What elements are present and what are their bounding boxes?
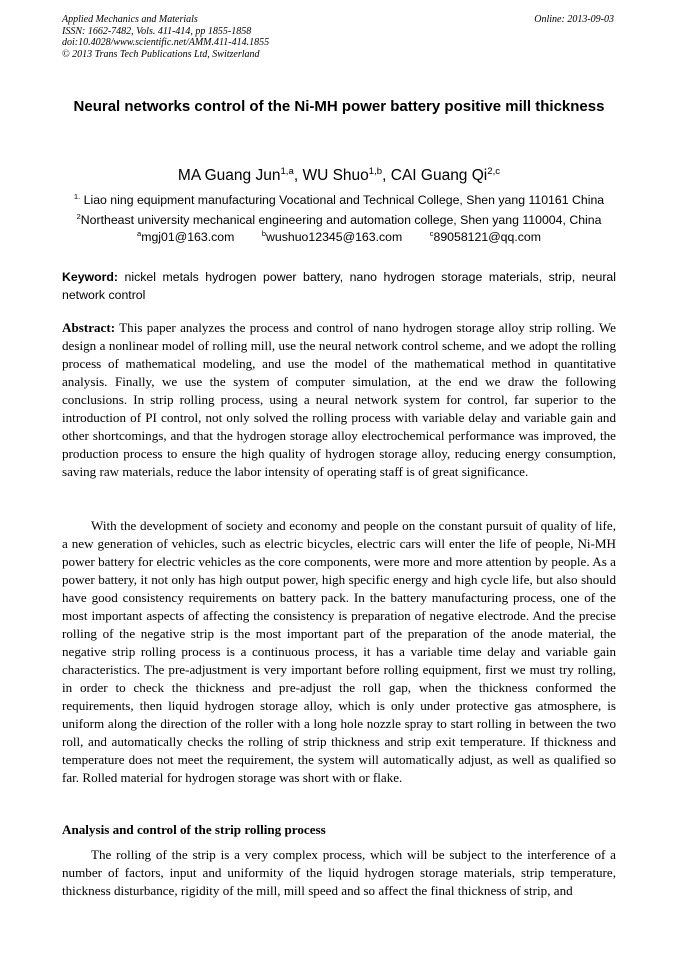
author-separator: , xyxy=(382,167,391,184)
author-name: CAI Guang Qi xyxy=(390,167,488,184)
section-heading: Analysis and control of the strip rolling process xyxy=(62,822,326,837)
author-affiliation-mark: 1,b xyxy=(368,165,383,177)
email-address: wushuo12345@163.com xyxy=(266,230,403,244)
email-mark: c xyxy=(429,228,434,238)
journal-name: Applied Mechanics and Materials xyxy=(62,14,198,25)
email-mark: a xyxy=(136,228,142,238)
abstract-label: Abstract: xyxy=(62,320,116,335)
author-list xyxy=(62,167,616,185)
affiliation-2 xyxy=(62,213,616,227)
email-mark: b xyxy=(261,228,267,238)
author-name: WU Shuo xyxy=(302,167,369,184)
author-name: MA Guang Jun xyxy=(177,167,281,184)
keywords xyxy=(62,268,616,304)
affiliation-mark: 2 xyxy=(76,211,81,221)
affiliation-text: Northeast university mechanical engineering and automation college, Shen yang 110004, China xyxy=(80,213,602,227)
email-b xyxy=(262,230,402,244)
keyword-text: nickel metals hydrogen power battery, nano hydrogen storage materials, strip, neural network control xyxy=(62,270,616,302)
email-address: mgj01@163.com xyxy=(141,230,235,244)
abstract xyxy=(62,319,616,481)
abstract-text: This paper analyzes the process and control of nano hydrogen storage alloy strip rolling. We design a nonlinear model of rolling mill, use the neural network control scheme, and we adopt the rolling process of mathematical modeling, and use the model of the mathematical method in quantitative analysis. Finally, we use the system of computer simulation, at the end we draw the following conclusions. In strip rolling process, using a neural network system for control, far superior to the introduction of PI control, not only solved the rolling process with variable delay and variable gain and other shortcomings, and that the hydrogen storage alloy electrochemical performance was improved, the production process to ensure the high quality of hydrogen storage alloy, reducing energy consumption, saving raw materials, reduce the labor intensity of operating staff is of great significance. xyxy=(62,320,616,479)
author-separator: , xyxy=(293,167,303,184)
author-affiliation-mark: 2,c xyxy=(487,165,501,177)
doi-line: doi:10.4028/www.scientific.net/AMM.411-414.1855 xyxy=(62,37,270,48)
journal-header xyxy=(62,14,614,60)
affiliation-1 xyxy=(62,193,616,207)
email-list xyxy=(62,230,616,244)
email-a xyxy=(137,230,234,244)
author-affiliation-mark: 1,a xyxy=(280,165,294,177)
intro-paragraph: With the development of society and economy and people on the constant pursuit of quality of life, a new generation of vehicles, such as electric bicycles, electric cars will enter the life of people, Ni-MH power battery for electric vehicles as the core components, were more and more attention by people. As a power battery, it not only has high output power, high specific energy and high cycle life, but also should have good consistency requirements on battery pack. In the battery manufacturing process, one of the most important aspects of affecting the consistency is preparation of negative electrode. And the precise rolling of the negative strip is the most important part of the preparation of the anode material, the negative strip rolling process is a continuous process, it has a variable time delay and variable gain characteristics. The pre-adjustment is very important before rolling equipment, first we must try rolling, in order to check the thickness and pre-adjust the roll gap, when the thickness conformed the requirements, then liquid hydrogen storage alloy, which is only under protective gas atmosphere, is uniform along the direction of the roller with a long hole nozzle spray to start rolling in between the two roll, and automatically checks the rolling of strip thickness and strip exit temperature. If thickness and temperature does not meet the requirement, the system will automatically adjust, as well as qualified so far. Rolled material for hydrogen storage was short with or flake. xyxy=(62,518,616,785)
affiliation-text: Liao ning equipment manufacturing Vocational and Technical College, Shen yang 110161 China xyxy=(80,193,605,207)
paper-title: Neural networks control of the Ni-MH power battery positive mill thickness xyxy=(73,98,605,115)
email-c xyxy=(430,230,541,244)
copyright-line: © 2013 Trans Tech Publications Ltd, Switzerland xyxy=(62,48,260,60)
affiliation-mark: 1. xyxy=(73,191,81,201)
keyword-label: Keyword: xyxy=(62,270,119,284)
email-address: 89058121@qq.com xyxy=(433,230,542,244)
section-paragraph: The rolling of the strip is a very complex process, which will be subject to the interference of a number of factors, input and uniformity of the liquid hydrogen storage materials, strip temperature, thickness disturbance, rigidity of the mill, mill speed and so affect the final thickness of strip, and xyxy=(62,847,616,898)
issn-line: ISSN: 1662-7482, Vols. 411-414, pp 1855-1858 xyxy=(62,25,252,37)
online-date: Online: 2013-09-03 xyxy=(534,14,614,25)
